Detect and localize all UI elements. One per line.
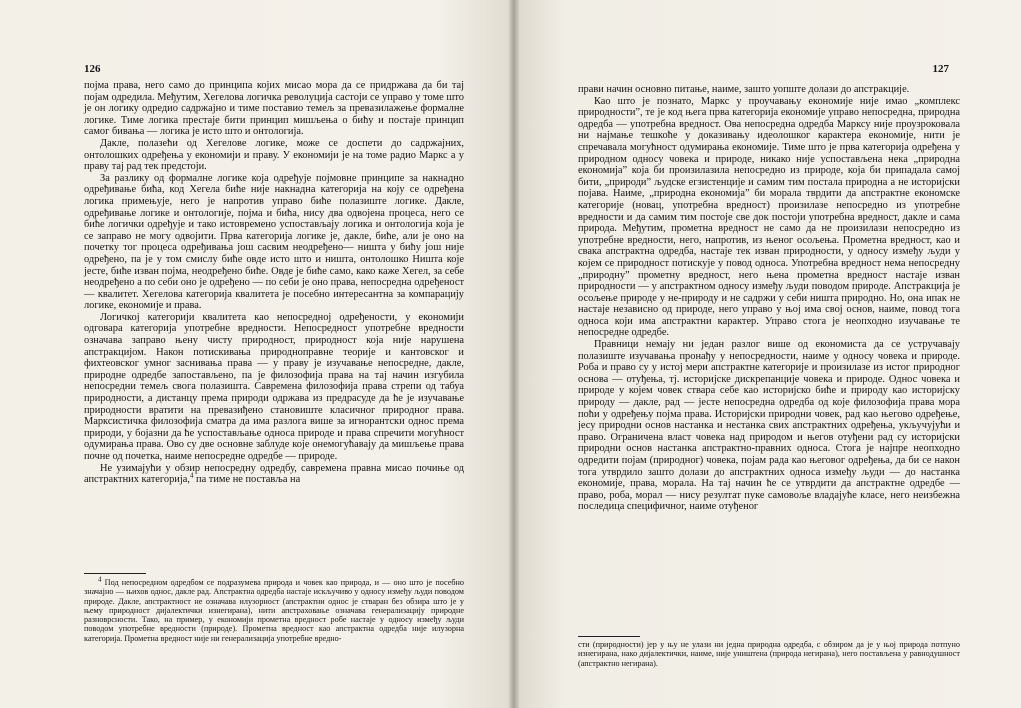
paragraph: прави начин основно питање, наиме, зашто уопште долази до апстракције.: [578, 84, 910, 95]
footnote-ref: 4: [189, 471, 194, 480]
footnote-marker: 4: [98, 575, 102, 584]
paragraph: [84, 463, 464, 486]
page-number-left: 126: [84, 63, 101, 75]
right-page-body: [578, 84, 960, 513]
page-number-right: 127: [932, 63, 949, 75]
footnote-paragraph: сти (природности) јер у њу не улази ни једна природна одредба, с обзиром да је у њој природа потпуно изнегирана, нако дијалектички, наиме, није уништена (природа негирана), него постављена у равнодушност (апстрактно негирана).: [578, 640, 960, 668]
footnote-text: Под непосредном одредбом се подразумева природа и човек као природа, и — оно што је посебно значајно — њихов однос, дакле рад. Апстрактна одредба настаје искључиво у односу између људи поводом природе. Дакле, апстрактност не означава илузорност (апстрактни однос је стваран без обзира што је у њему природност дијалектички изнегирана), нити апстраховање означава генерализацију природне разноврсности. Тако, на пример, у економији прометна вредност робе настаје у односу између људи поводом употребне вредности (природе). Прометна вредност као апстрактна одредба није илузорна категорија. Прометна вредност није ни генерализација употребне вредно-: [84, 578, 465, 643]
paragraph: Правници немају ни један разлог више од економиста да се устручавају полазиште изучавања пронађу у непосредности, наиме у односу човека и природе. Роба и право су у истој мери апстрактне категорије и произилазе из истог природног основа — отуђења, тј. историјске дискрепанције човека и природе. Однос човека и природе у којем човек ствара себе као историјско биће и природу као историјску природу — дакле, рад — јесте непосредна одредба од које филозофија права мора поћи у одређењу појма права. Историјски природни човек, рад као његово одређење, јесу природни основ настанка и нестанка свих апстрактних одређења, укључујући и право. Ограничена власт човека над природом и његов отуђени рад су историјски природни основ настанка апстрактно-правних односа. Стога је најпре неопходно одредити појам (природног) човека, појам рада као његовог одређења, да би се након тога утврдило зашто долази до апстрактних односа између људи — до настанка економије, права, морала. На тај начин ће се утврдити да апстрактне одредбе — право, роба, морал — нису резултат пуке самовоље владајуће класе, него неизбежна последица специфичног, наиме отуђеног: [578, 339, 960, 513]
footnote-divider: [84, 573, 146, 574]
paragraph-text: Не узимајући у обзир непосредну одредбу, савремена правна мисао почиње од апстрактних категорија,: [84, 462, 464, 486]
paragraph: Дакле, полазећи од Хегелове логике, може се доспети до садржајних, онтолошких одређења у економији и праву. У економији је на томе радио Маркс а у праву тај рад тек предстоји.: [84, 137, 464, 173]
gutter-shadow-right: [514, 0, 520, 708]
paragraph: Логичкој категорији квалитета као непосредној одређености, у економији одговара категорија употребне вредности. Непосредност употребне вредности означава заправо њену чисту природност, природност која није нарушена апстракцијом. Након потискивања природноправне теорије и кантовског и фихтеовског умног заснивања права — у праву је изучавање непосредне, дакле, природне одредбе запостављено, па је филозофија права на тај начин изгубила непосредни темељ свога полазишта. Савремена филозофија права стрепи од табуа природности, а дистанцу према природи одржава из предрасуде да ће је изучавање природности вратити на превазиђено становиште класичног природног права. Марксистичка филозофија сматра да има разлога више за игнорантски однос према природи, у бојазни да ће успостављање односа природе и права спречити могућност одумирања права. Ово су две основне заблуде које онемогућавају да мишљење права почне од почетка, наиме непосредне одредбе — природе.: [84, 311, 464, 462]
paragraph-text-tail: па тиме не поставља на: [193, 474, 301, 486]
footnote-divider: [578, 636, 640, 637]
right-page: [514, 0, 1021, 708]
paragraph: појма права, него само до принципа којих мисао мора да се придржава да би тај појам одредила. Међутим, Хегелова логичка револуција састоји се управо у томе што је он логику одредио садржајно и тиме поставио темељ за превазилажење формалне логике. Тиме логика престаје бити принцип мишљења о бићу и постаје принцип самог бивања — логика је исто што и онтологија.: [84, 80, 464, 138]
left-page-body: [84, 80, 464, 486]
footnote-paragraph: [84, 575, 465, 643]
right-footnote: [578, 640, 960, 668]
paragraph: Као што је познато, Маркс у проучавању економије није имао „комплекс природности”, те је код њега прва категорија економије управо непосредна, природна одредба — употребна вредност. Ова непосредна одредба Марксу није проузроковала ни најмање тешкоће у доказивању идеолошког карактера економије, нити је спречавала могућност одумирања економије. Тиме што је прва категорија одређена у природном односу човека и природе, никако није успостављена нека „природна економија” која би произилазила непосредно из природе, која би припадала самој бити, „природи” људске егзистенције и самим тим постала природна а не историјски појава. Наиме, „природна економија” би морала тврдити да апстрактне економске категорије (новац, употребна вредност) произилазе непосредно из употребне вредности и да самим тим постоје све док постоји употребна вредност, дакле и сама природа. Међутим, прометна вредност не само да не произилази непосредно из употребне вредности, него, напротив, из њеног осољења. Прометна вредност, као и свака апстрактна одредба, настаје тек изван природности, у односу између људи у којем се природност потискује у повод односа. Употребна вредност нема непосредну „природну” прометну вредност, него њена прометна вредност настаје изван природности — у апстрактном односу између људи поводом природе. Апстракција је осољење природе у не-природу и не садржи у себи ништа природно. Но, она ипак не настаје независно од природе, него управо у њој има свој основ, наиме, повод тога односа који има апстрактни карактер. Управо стога је неопходно изучавање те непосредне одредбе.: [578, 95, 960, 339]
left-footnote: [84, 575, 465, 643]
paragraph: За разлику од формалне логике која одређује појмовне принципе за накнадно одређивање бића, код Хегела биће није накнадна категорија на коју се одређена логика примењује, него је напротив управо биће полазиште логике. Дакле, одређивање логике и онтологије, појма и бића, нису два одвојена процеса, него се биће логички одређује и тако истовремено успостављају логика и онтологија која је се заправо не могу одвојити. Прва категорија логике је, дакле, биће, али је оно на почетку тог процеса одређивања још сасвим неодређено— ништа у бићу још није одређено, па је у том смислу биће овде исто што и ништа, онтолошко Ништа које јесте, биће изван појма, неодређено биће. Овде је биће само, како каже Хегел, за себе неодређено а по себи оно је одређено — по себи је оно права, непосредна одређеност — квалитет. Хегелова категорија квалитета је посебно интересантна за компарацију логике, економије и права.: [84, 172, 464, 312]
